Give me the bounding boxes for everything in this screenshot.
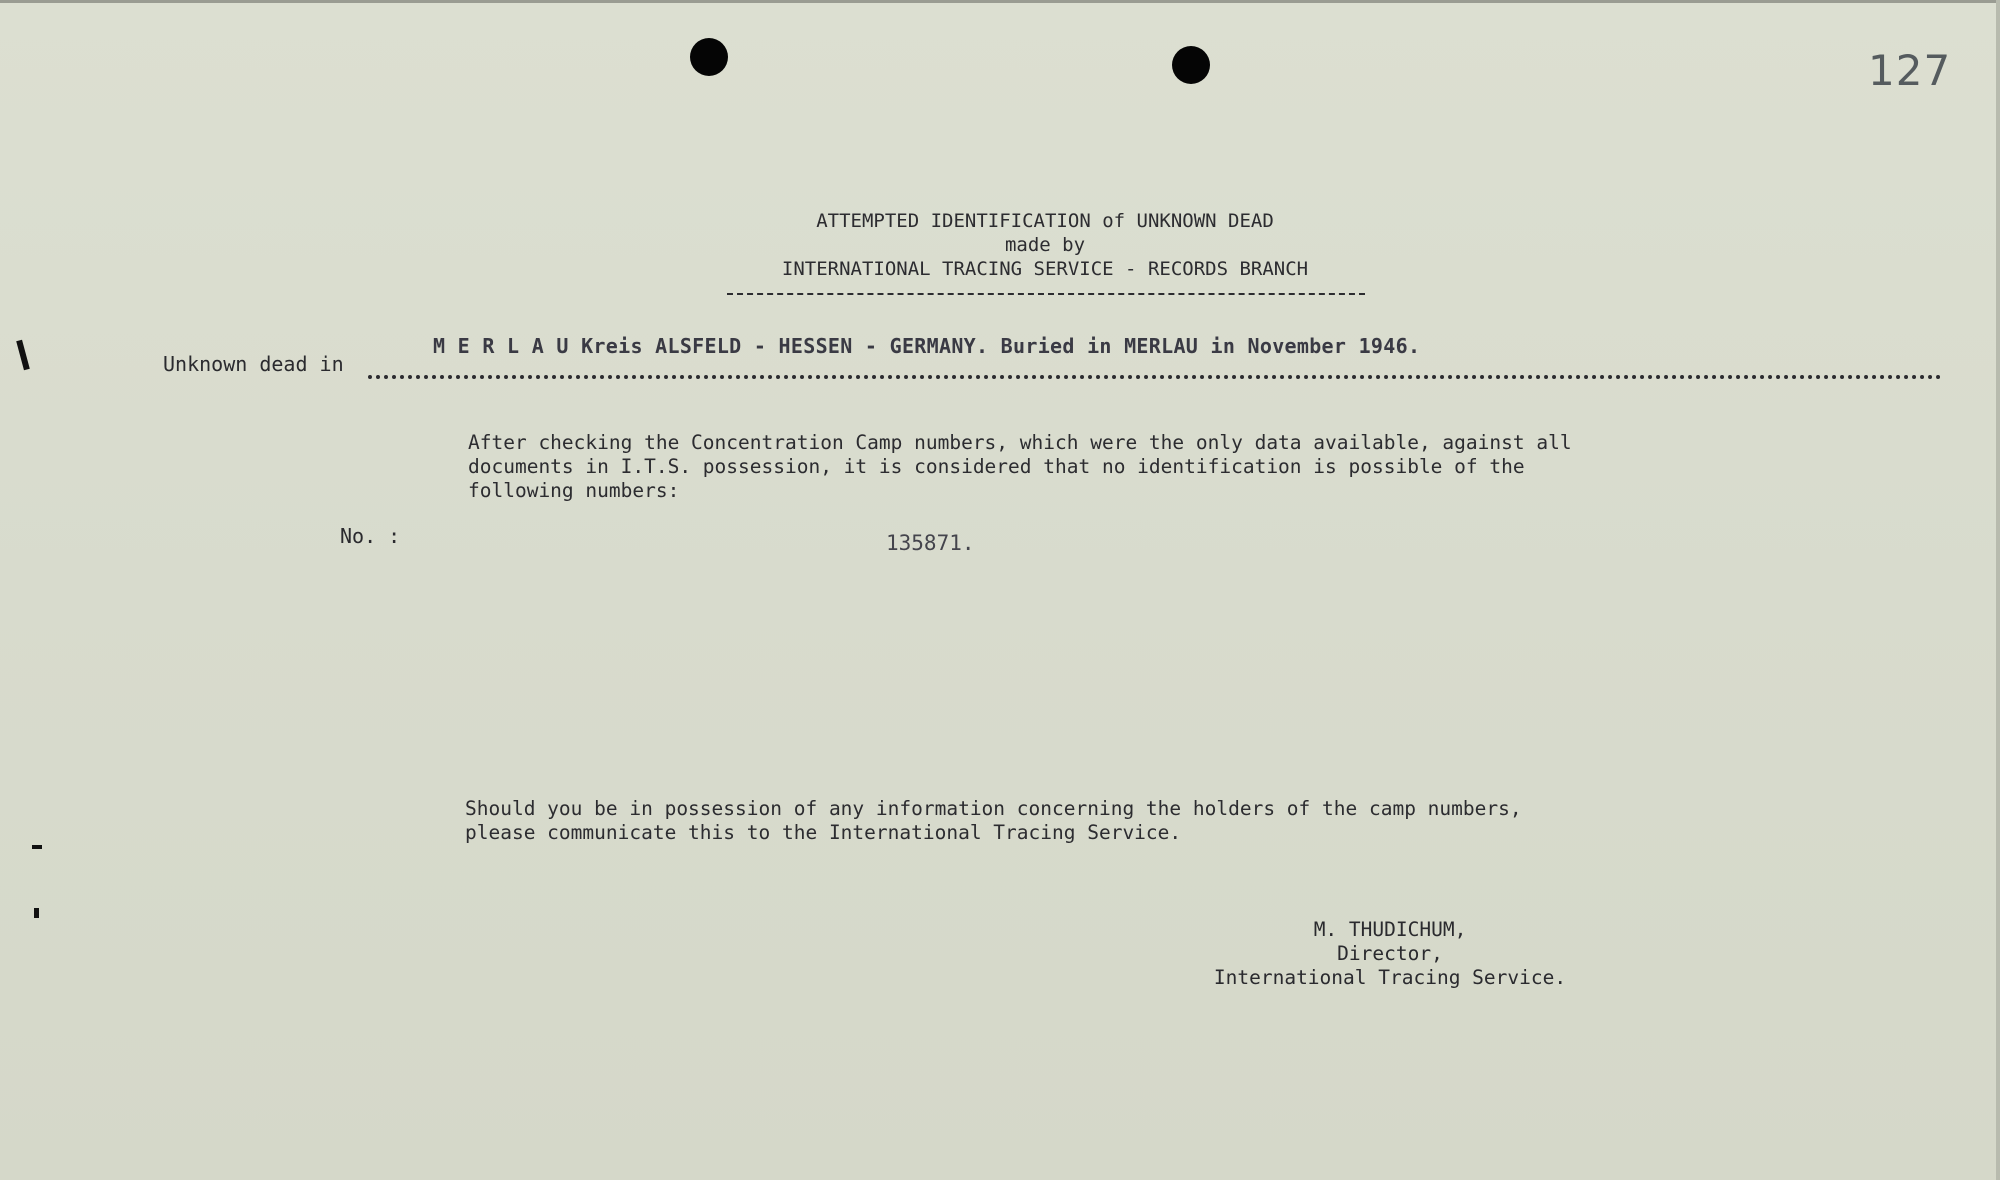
paragraph-line: following numbers: xyxy=(468,479,680,502)
page-top-edge xyxy=(0,0,2000,3)
camp-number: 135871. xyxy=(886,531,975,555)
margin-mark xyxy=(32,845,42,849)
signatory-organization: International Tracing Service. xyxy=(1213,966,1567,989)
signatory-title: Director, xyxy=(1337,942,1443,965)
page-number: 127 xyxy=(1868,46,1952,95)
header-rule xyxy=(727,293,1365,295)
punch-hole-right xyxy=(1172,46,1210,84)
unknown-dead-label: Unknown dead in xyxy=(163,352,344,376)
header-subtitle: made by xyxy=(1004,234,1086,256)
number-label: No. : xyxy=(340,524,401,548)
paragraph-line: documents in I.T.S. possession, it is considered that no identification is possible of the xyxy=(468,455,1525,478)
margin-mark xyxy=(16,340,30,371)
dotted-leader xyxy=(368,375,1942,379)
signature-block xyxy=(1190,918,1590,990)
page-right-edge xyxy=(1996,0,2000,1180)
burial-location: M E R L A U Kreis ALSFELD - HESSEN - GERMANY. Buried in MERLAU in November 1946. xyxy=(433,334,1421,358)
signatory-name: M. THUDICHUM, xyxy=(1313,918,1467,941)
paragraph-line: please communicate this to the International Tracing Service. xyxy=(465,821,1182,844)
paragraph-line: After checking the Concentration Camp numbers, which were the only data available, against all xyxy=(468,431,1572,454)
punch-hole-left xyxy=(690,38,728,76)
header-organization: INTERNATIONAL TRACING SERVICE - RECORDS BRANCH xyxy=(781,258,1309,280)
margin-mark xyxy=(34,908,39,918)
header-title: ATTEMPTED IDENTIFICATION of UNKNOWN DEAD xyxy=(816,210,1274,232)
paragraph-line: Should you be in possession of any information concerning the holders of the camp numbers, xyxy=(465,797,1522,820)
